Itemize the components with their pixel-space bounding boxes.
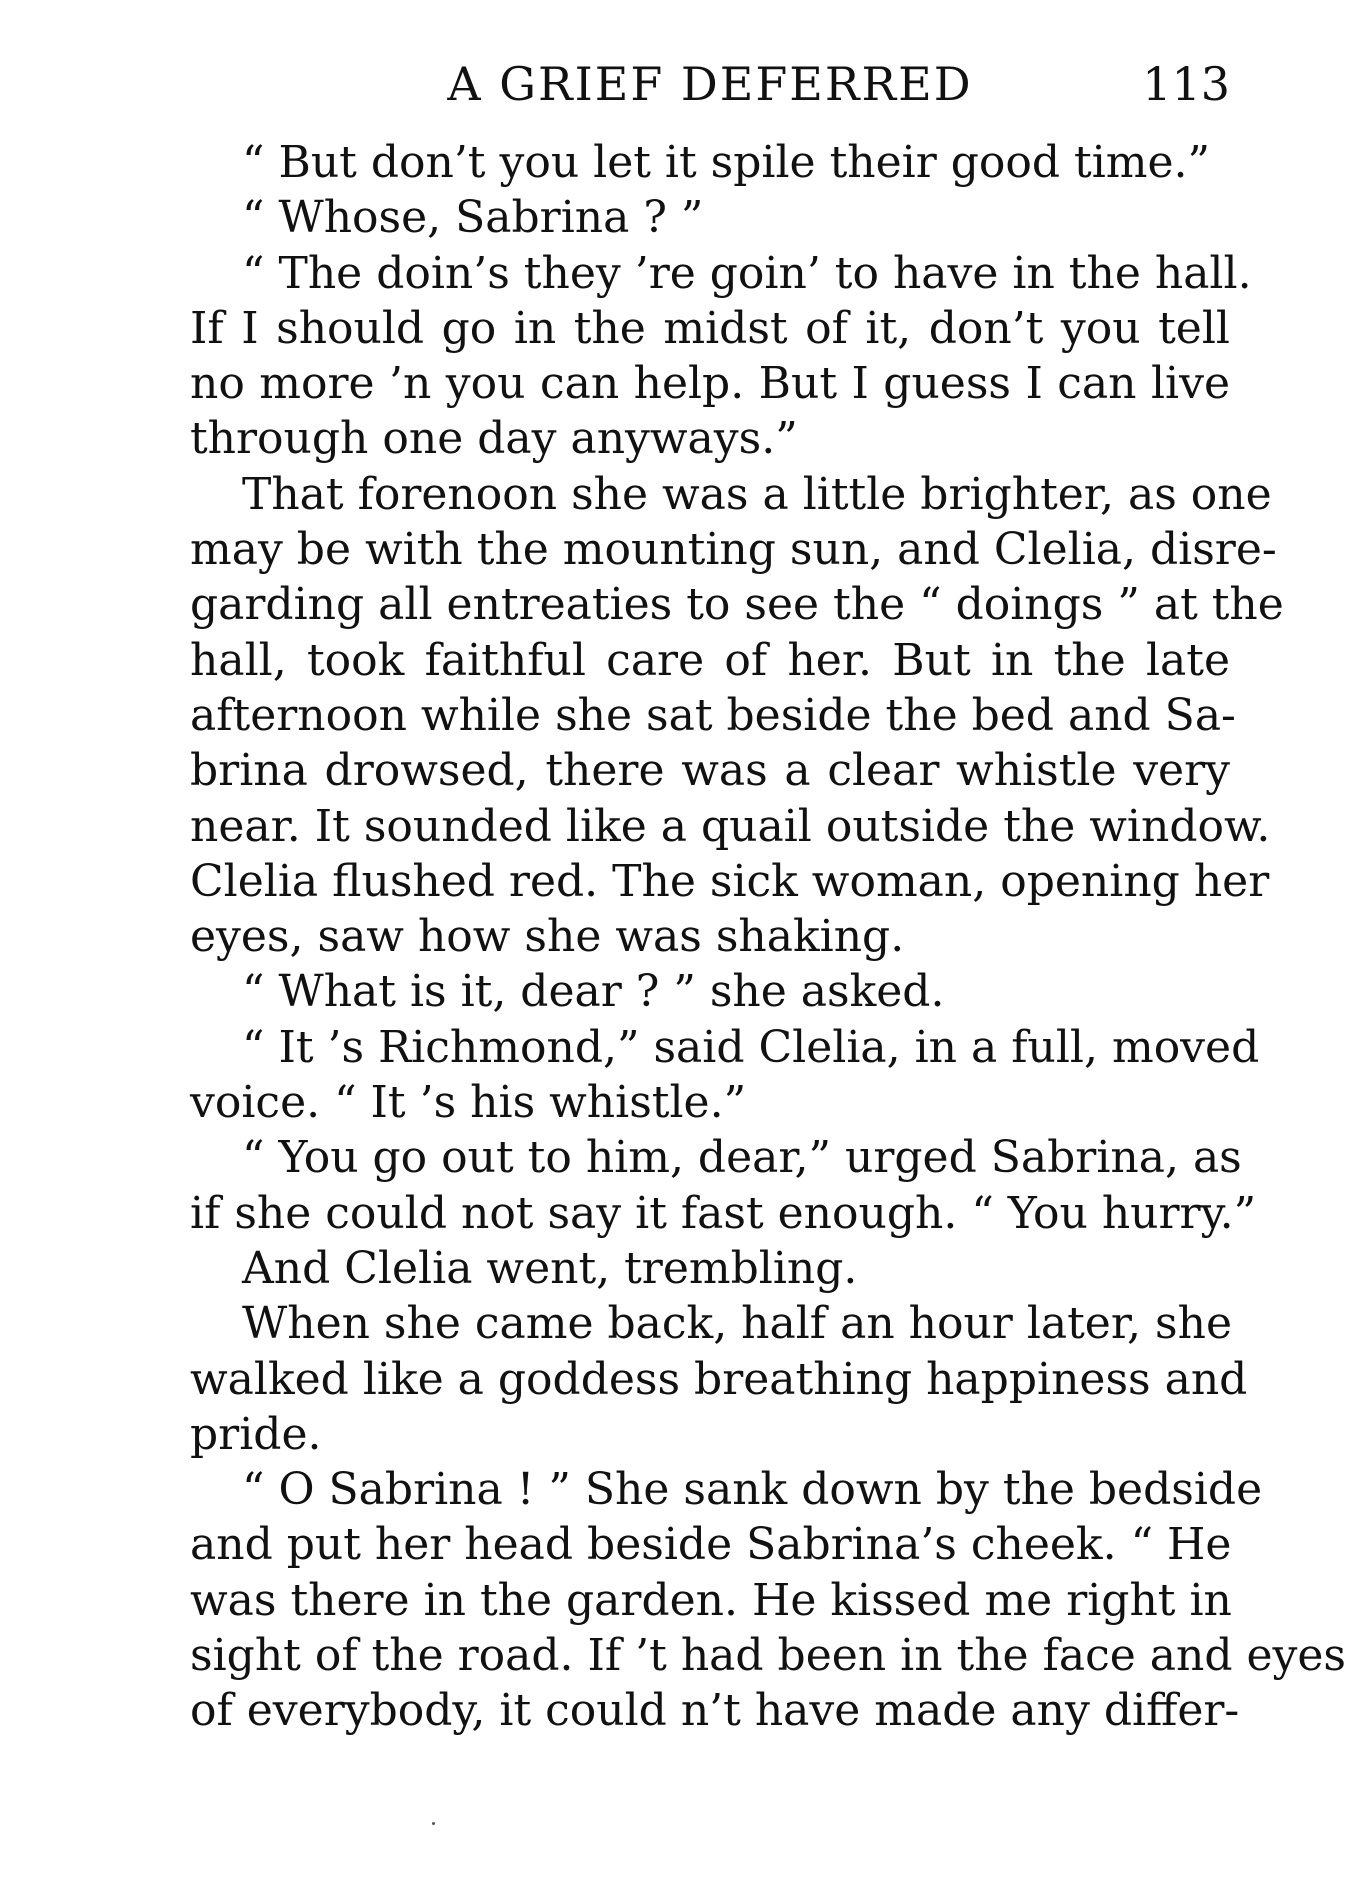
text-line: “ Whose, Sabrina ? ” <box>242 192 704 244</box>
text-line: That forenoon she was a little brighter, as one <box>242 468 1272 520</box>
text-line: Clelia flushed red. The sick woman, opening her <box>190 855 1270 907</box>
text-line: if she could not say it fast enough. “ You hurry.” <box>190 1187 1257 1239</box>
text-line: eyes, saw how she was shaking. <box>190 911 905 963</box>
text-line: “ What is it, dear ? ” she asked. <box>242 966 945 1018</box>
text-line: “ The doin’s they ’re goin’ to have in the hall. <box>242 247 1252 299</box>
running-title: A GRIEF DEFERRED <box>447 57 973 111</box>
text-line: garding all entreaties to see the “ doings ” at the <box>190 579 1284 631</box>
print-speck <box>432 1822 435 1825</box>
running-head <box>190 54 1230 114</box>
text-line: brina drowsed, there was a clear whistle very <box>190 745 1230 797</box>
text-line: walked like a goddess breathing happiness and <box>190 1353 1248 1405</box>
text-line: through one day anyways.” <box>190 413 798 465</box>
text-line: near. It sounded like a quail outside the window. <box>190 800 1271 852</box>
text-line: may be with the mounting sun, and Clelia, disre- <box>190 524 1277 576</box>
text-line: hall, took faithful care of her. But in the late <box>190 634 1230 686</box>
text-line: “ O Sabrina ! ” She sank down by the bedside <box>242 1464 1263 1516</box>
text-line: sight of the road. If ’t had been in the face and eyes <box>190 1630 1346 1682</box>
text-line: “ You go out to him, dear,” urged Sabrina, as <box>242 1132 1242 1184</box>
text-line: was there in the garden. He kissed me right in <box>190 1574 1232 1626</box>
body-text <box>190 135 1346 1739</box>
text-line: When she came back, half an hour later, she <box>242 1298 1232 1350</box>
text-line: voice. “ It ’s his whistle.” <box>190 1077 747 1129</box>
text-line: If I should go in the midst of it, don’t you tell <box>190 302 1230 354</box>
text-line: And Clelia went, trembling. <box>242 1242 858 1294</box>
text-line: no more ’n you can help. But I guess I can live <box>190 358 1230 410</box>
text-line: “ It ’s Richmond,” said Clelia, in a full, moved <box>242 1021 1260 1073</box>
text-line: of everybody, it could n’t have made any differ- <box>190 1685 1240 1737</box>
text-line: afternoon while she sat beside the bed and Sa- <box>190 689 1236 741</box>
text-line: “ But don’t you let it spile their good time.” <box>242 137 1211 188</box>
page-number: 113 <box>1142 57 1230 111</box>
text-line: and put her head beside Sabrina’s cheek. “ He <box>190 1519 1232 1571</box>
text-line: pride. <box>190 1408 322 1460</box>
